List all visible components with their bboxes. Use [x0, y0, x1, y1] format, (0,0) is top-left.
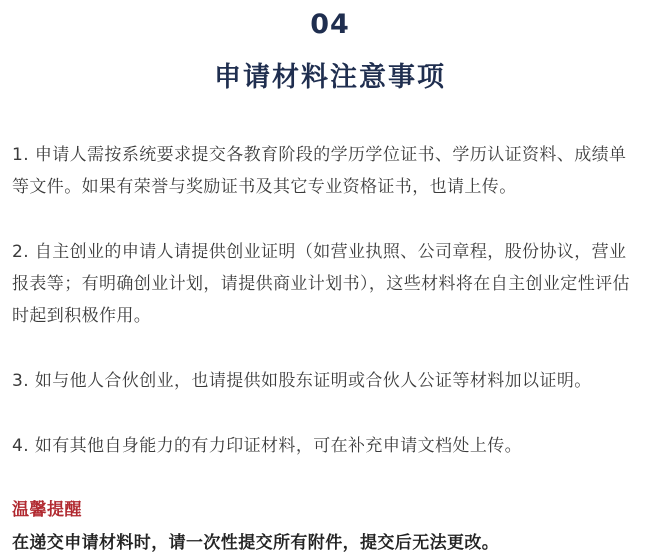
tips-text: 在递交申请材料时，请一次性提交所有附件，提交后无法更改。	[12, 533, 500, 553]
list-item: 1. 申请人需按系统要求提交各教育阶段的学历学位证书、学历认证资料、成绩单等文件。如果有荣誉与奖励证书及其它专业资格证书，也请上传。	[12, 145, 627, 197]
list-item: 2. 自主创业的申请人请提供创业证明（如营业执照、公司章程，股份协议，营业报表等；有明确创业计划，请提供商业计划书），这些材料将在自主创业定性评估时起到积极作用。	[12, 242, 630, 326]
tips-title: 温馨提醒	[12, 500, 82, 520]
section-number: 04	[310, 9, 350, 40]
list-item: 3. 如与他人合伙创业，也请提供如股东证明或合伙人公证等材料加以证明。	[12, 371, 592, 391]
list-item: 4. 如有其他自身能力的有力印证材料，可在补充申请文档处上传。	[12, 436, 523, 456]
page-title: 申请材料注意事项	[214, 62, 446, 93]
